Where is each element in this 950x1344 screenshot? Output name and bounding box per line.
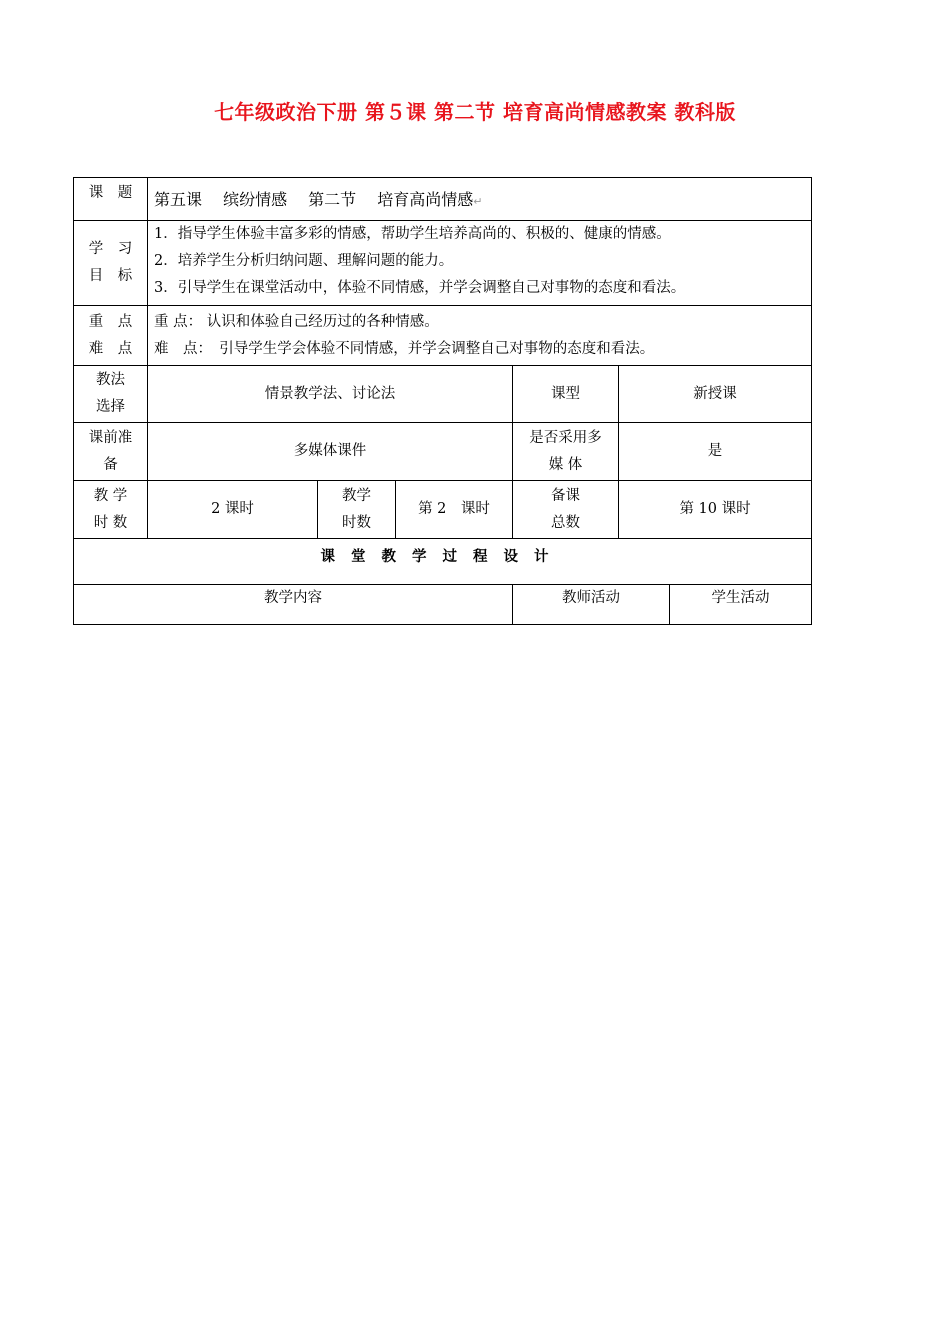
goals-content-cell xyxy=(148,221,812,306)
method-value: 情景教学法、讨论法 xyxy=(148,366,513,423)
lesson-hours-label-line-2: 时数 xyxy=(342,514,371,531)
prep-label-cell xyxy=(74,423,148,481)
process-heading-row xyxy=(74,539,812,585)
keypoints-label-line-1: 重 点 xyxy=(88,313,133,330)
keypoints-content-cell xyxy=(148,306,812,366)
multimedia-label-line-2: 媒 体 xyxy=(548,456,583,473)
process-columns-row xyxy=(74,585,812,625)
paragraph-mark-icon: ↵ xyxy=(473,195,483,208)
difficult-point-text: 难 点： 引导学生学会体验不同情感，并学会调整自己对事物的态度和看法。 xyxy=(154,340,655,357)
total-label-cell xyxy=(513,481,619,539)
keypoints-row xyxy=(74,306,812,366)
prep-label-line-2: 备 xyxy=(103,456,118,473)
lesson-plan-table xyxy=(73,177,812,625)
lesson-hours-label-line-1: 教学 xyxy=(342,487,371,504)
prep-label-line-1: 课前准 xyxy=(88,429,133,446)
goal-item: 3．引导学生在课堂活动中，体验不同情感，并学会调整自己对事物的态度和看法。 xyxy=(154,280,686,296)
total-label-line-1: 备课 xyxy=(551,487,580,504)
lesson-hours-value: 第 2 课时 xyxy=(396,481,513,539)
keypoints-label-line-2: 难 点 xyxy=(88,340,133,357)
goal-item: 2．培养学生分析归纳问题、理解问题的能力。 xyxy=(154,253,454,269)
hours-value: 2 课时 xyxy=(148,481,318,539)
method-row xyxy=(74,366,812,423)
col-student-activity: 学生活动 xyxy=(670,585,812,625)
goals-label-line-2: 目 标 xyxy=(88,268,133,284)
hours-label-line-1: 教 学 xyxy=(93,487,128,504)
lesson-type-value: 新授课 xyxy=(619,366,812,423)
total-value: 第 10 课时 xyxy=(619,481,812,539)
process-heading: 课堂教学过程设计 xyxy=(74,539,812,585)
topic-row xyxy=(74,178,812,221)
hours-label-cell xyxy=(74,481,148,539)
method-label-line-1: 教法 xyxy=(96,372,125,388)
hours-label-line-2: 时 数 xyxy=(93,514,128,531)
goals-row xyxy=(74,221,812,306)
col-teaching-content: 教学内容 xyxy=(74,585,513,625)
document-title: 七年级政治下册 第５课 第二节 培育高尚情感教案 教科版 xyxy=(214,100,736,124)
lesson-type-label: 课型 xyxy=(513,366,619,423)
method-label-line-2: 选择 xyxy=(96,399,125,415)
topic-label-cell xyxy=(74,178,148,221)
prep-row xyxy=(74,423,812,481)
key-point-text: 重 点： 认识和体验自己经历过的各种情感。 xyxy=(154,313,439,330)
multimedia-label-cell xyxy=(513,423,619,481)
prep-value: 多媒体课件 xyxy=(148,423,513,481)
lesson-hours-label-cell xyxy=(318,481,396,539)
goals-label-cell xyxy=(74,221,148,306)
hours-row xyxy=(74,481,812,539)
topic-value: 第五课 缤纷情感 第二节 培育高尚情感 xyxy=(154,190,474,209)
total-label-line-2: 总数 xyxy=(551,514,580,531)
method-label-cell xyxy=(74,366,148,423)
goal-item: 1．指导学生体验丰富多彩的情感，帮助学生培养高尚的、积极的、健康的情感。 xyxy=(154,226,671,242)
keypoints-label-cell xyxy=(74,306,148,366)
goals-label-line-1: 学 习 xyxy=(88,241,133,257)
topic-value-cell xyxy=(148,178,812,221)
multimedia-label-line-1: 是否采用多 xyxy=(529,429,602,446)
multimedia-value: 是 xyxy=(619,423,812,481)
col-teacher-activity: 教师活动 xyxy=(513,585,670,625)
topic-label: 课 题 xyxy=(88,185,133,201)
